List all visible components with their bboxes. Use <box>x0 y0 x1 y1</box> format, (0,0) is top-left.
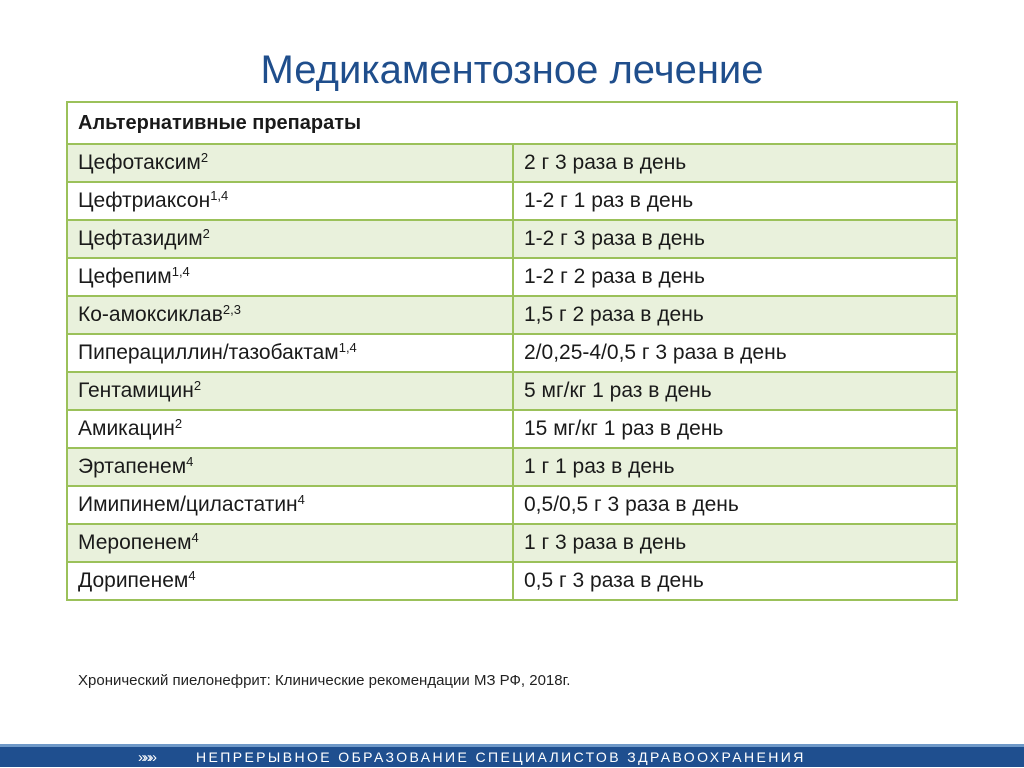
dose-cell: 1,5 г 2 раза в день <box>513 296 957 334</box>
table-row <box>67 486 957 524</box>
drug-name-cell <box>67 410 513 448</box>
drug-name: Меропенем <box>78 531 192 554</box>
drug-name-cell <box>67 258 513 296</box>
dose-cell: 1-2 г 3 раза в день <box>513 220 957 258</box>
drug-reference-superscript: 2 <box>202 226 210 241</box>
drug-name: Пиперациллин/тазобактам <box>78 341 339 364</box>
drug-table <box>66 101 958 601</box>
drug-reference-superscript: 1,4 <box>210 188 229 203</box>
drug-name: Цефтазидим <box>78 227 203 250</box>
drug-name: Амикацин <box>78 417 175 440</box>
dose-cell: 1-2 г 2 раза в день <box>513 258 957 296</box>
drug-reference-superscript: 4 <box>297 492 305 507</box>
drug-name: Эртапенем <box>78 455 187 478</box>
drug-reference-superscript: 4 <box>191 530 199 545</box>
footer-text: НЕПРЕРЫВНОЕ ОБРАЗОВАНИЕ СПЕЦИАЛИСТОВ ЗДРАВООХРАНЕНИЯ <box>196 749 806 765</box>
drug-name: Имипинем/циластатин <box>78 493 298 516</box>
dose-cell: 0,5 г 3 раза в день <box>513 562 957 600</box>
dose-cell: 1 г 3 раза в день <box>513 524 957 562</box>
table-row <box>67 144 957 182</box>
drug-reference-superscript: 2 <box>174 416 183 431</box>
drug-reference-superscript: 2 <box>200 150 209 165</box>
drug-name: Ко-амоксиклав <box>78 303 223 326</box>
dose-cell: 2 г 3 раза в день <box>513 144 957 182</box>
drug-name: Дорипенем <box>78 569 189 592</box>
drug-name-cell <box>67 296 513 334</box>
drug-name: Цефотаксим <box>78 151 201 174</box>
dose-cell: 5 мг/кг 1 раз в день <box>513 372 957 410</box>
drug-reference-superscript: 4 <box>188 568 196 583</box>
dose-cell: 0,5/0,5 г 3 раза в день <box>513 486 957 524</box>
table-row <box>67 182 957 220</box>
drug-name-cell <box>67 144 513 182</box>
drug-reference-superscript: 4 <box>186 454 194 469</box>
drug-reference-superscript: 1,4 <box>171 264 190 279</box>
table-header: Альтернативные препараты <box>67 102 957 144</box>
dose-cell: 1 г 1 раз в день <box>513 448 957 486</box>
drug-name: Цефтриаксон <box>78 189 211 212</box>
table-row <box>67 448 957 486</box>
page-title: Медикаментозное лечение <box>260 48 764 92</box>
table-row <box>67 258 957 296</box>
dose-cell: 2/0,25-4/0,5 г 3 раза в день <box>513 334 957 372</box>
drug-name-cell <box>67 524 513 562</box>
drug-name: Цефепим <box>78 265 172 288</box>
chevrons-icon: »»» <box>138 749 155 766</box>
table-row <box>67 410 957 448</box>
dose-cell: 1-2 г 1 раз в день <box>513 182 957 220</box>
drug-name-cell <box>67 562 513 600</box>
table-row <box>67 562 957 600</box>
drug-reference-superscript: 2,3 <box>222 302 241 317</box>
source-citation: Хронический пиелонефрит: Клинические рекомендации МЗ РФ, 2018г. <box>78 672 571 689</box>
table-header-row <box>67 102 957 144</box>
drug-name-cell <box>67 448 513 486</box>
drug-name-cell <box>67 182 513 220</box>
table-row <box>67 220 957 258</box>
table-row <box>67 372 957 410</box>
table-row <box>67 296 957 334</box>
drug-name-cell <box>67 334 513 372</box>
drug-name-cell <box>67 372 513 410</box>
drug-reference-superscript: 2 <box>193 378 202 393</box>
drug-name: Гентамицин <box>78 379 194 402</box>
drug-reference-superscript: 1,4 <box>338 340 357 355</box>
footer-bar <box>0 744 1024 767</box>
dose-cell: 15 мг/кг 1 раз в день <box>513 410 957 448</box>
drug-name-cell <box>67 220 513 258</box>
table-row <box>67 334 957 372</box>
table-row <box>67 524 957 562</box>
drug-name-cell <box>67 486 513 524</box>
